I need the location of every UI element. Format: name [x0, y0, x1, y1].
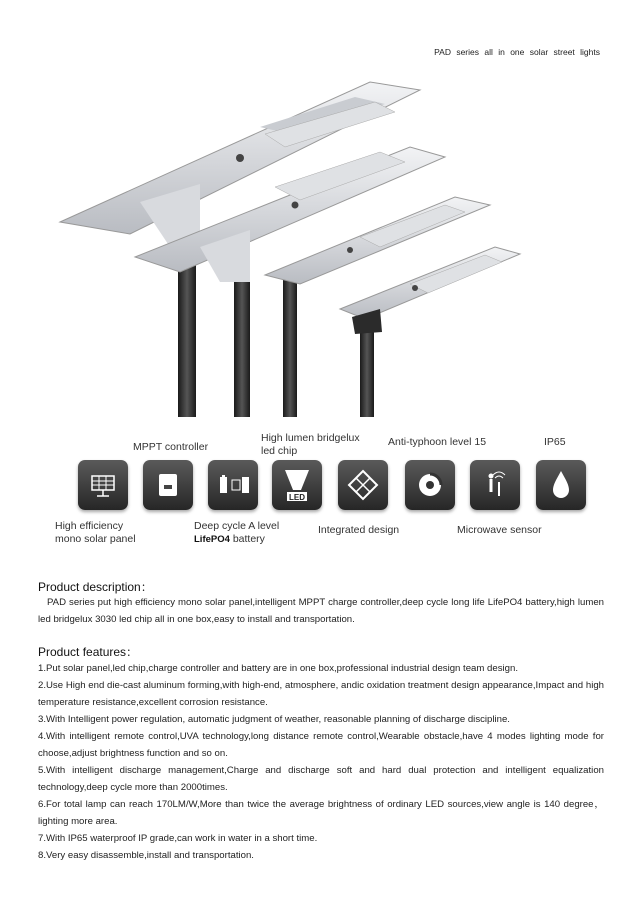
- street-lights-product-image: [50, 72, 530, 422]
- battery-icon: [208, 460, 258, 510]
- feature-item: 7.With IP65 waterproof IP grade,can work in water in a short time.: [38, 833, 318, 844]
- document-header: PAD series all in one solar street lights: [434, 47, 600, 57]
- description-text: PAD series put high efficiency mono solar panel,intelligent MPPT charge controller,deep cycle long life LifePO4 battery,high lumen led bridgelux 3030 led chip all in one box,easy to install and transportation.: [38, 597, 604, 625]
- features-list: [38, 660, 604, 864]
- feature-item: 8.Very easy disassemble,install and transportation.: [38, 850, 254, 861]
- feature-item: 2.Use High end die-cast aluminum forming,with high-end, atmosphere, andic oxidation treatment design appearance,Impact and high temperature resistance,excellent corrosion resistance.: [38, 680, 604, 708]
- microwave-sensor-icon: [470, 460, 520, 510]
- label-integrated-design: Integrated design: [318, 524, 400, 536]
- label-bridgelux-line2: led chip: [261, 445, 298, 457]
- integrated-design-icon: [338, 460, 388, 510]
- feature-item: 3.With Intelligent power regulation, automatic judgment of weather, reasonable planning of discharge discipline.: [38, 714, 510, 725]
- feature-item: 4.With intelligent remote control,UVA technology,long distance remote control,Wearable obstacle,have 4 modes lighting mode for choose,adjust brightness function and so on.: [38, 731, 604, 759]
- feature-item: 6.For total lamp can reach 170LM/W,More than twice the average brightness of ordinary LED sources,view angle is 140 degree，lighting more area.: [38, 799, 604, 827]
- label-battery-line1: Deep cycle A level: [194, 520, 280, 532]
- controller-icon: [143, 460, 193, 510]
- feature-item: 5.With intelligent discharge management,Charge and discharge soft and hard dual protection and intelligent equalization technology,deep cycle more than 2000times.: [38, 765, 604, 793]
- solar-panel-icon: [78, 460, 128, 510]
- typhoon-icon: [405, 460, 455, 510]
- label-mono-panel-line1: High efficiency: [55, 520, 124, 532]
- label-mppt-controller: MPPT controller: [133, 441, 209, 453]
- label-battery-line2: LifePO4 battery: [194, 533, 265, 545]
- waterdrop-icon: [536, 460, 586, 510]
- feature-item: 1.Put solar panel,led chip,charge controller and battery are in one box,professional industrial design team design.: [38, 663, 518, 674]
- label-ip65: IP65: [544, 436, 566, 448]
- label-mono-panel-line2: mono solar panel: [55, 533, 136, 545]
- label-anti-typhoon: Anti-typhoon level 15: [388, 436, 487, 448]
- label-microwave-sensor: Microwave sensor: [457, 524, 542, 536]
- features-heading: Product features：: [38, 645, 139, 659]
- led-chip-icon: [272, 460, 322, 510]
- description-heading: Product description：: [38, 580, 153, 594]
- label-bridgelux-line1: High lumen bridgelux: [261, 432, 360, 444]
- svg-text:LED: LED: [289, 493, 305, 502]
